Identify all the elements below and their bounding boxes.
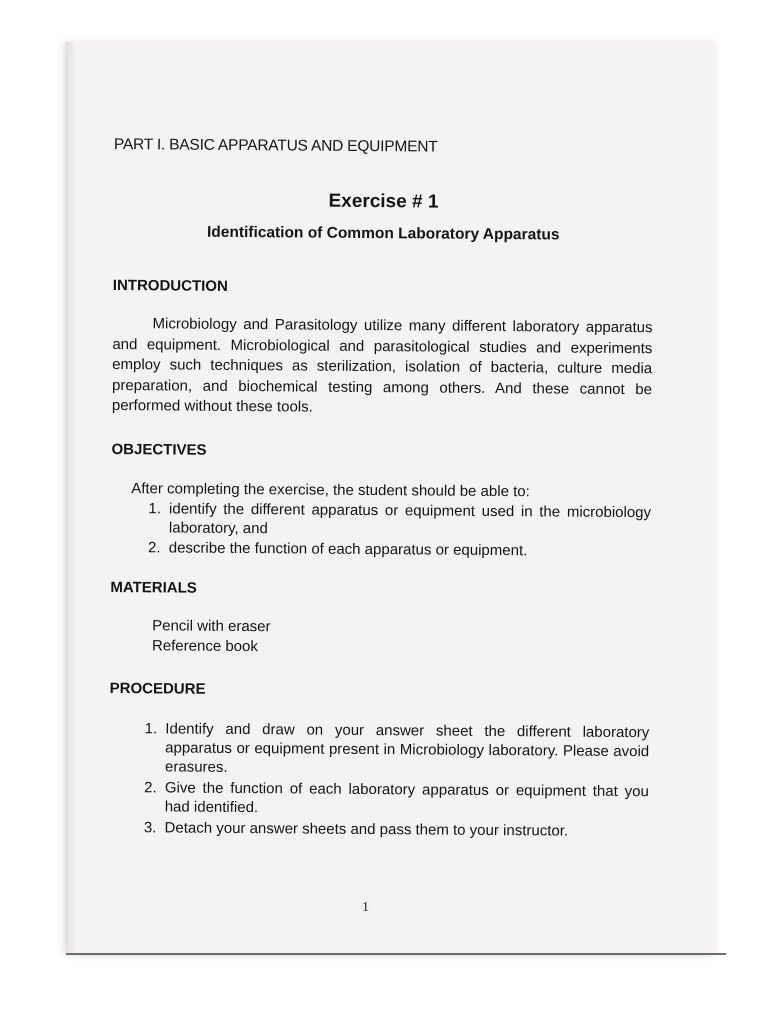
materials-heading: MATERIALS [110,578,197,597]
objectives-heading: OBJECTIVES [111,440,207,459]
page-number: 1 [362,900,369,915]
material-item: Reference book [151,637,258,656]
page-bottom-edge [66,953,726,955]
procedure-list [108,719,649,841]
introduction-heading: INTRODUCTION [112,276,228,295]
objective-item: 1. identify the different apparatus or equipment used in the microbiology laboratory, and [165,499,651,542]
part-title: PART I. BASIC APPARATUS AND EQUIPMENT [113,136,438,156]
objective-item: 2. describe the function of each apparatus or equipment. [165,538,651,561]
introduction-text: Microbiology and Parasitology utilize many different laboratory apparatus and equipment. Microbiological and parasitological studies and experiments employ such techniques as sterilization, isolation of bacteria, culture media preparation, and biochemical testing among others. And these cannot be performed without these tools. [111,315,653,416]
procedure-step: 1. Identify and draw on your answer sheet the different laboratory apparatus or equipment present in Microbiology laboratory. Please avoid erasures. [161,719,649,780]
page-content [108,136,654,843]
procedure-heading: PROCEDURE [109,679,206,698]
materials-list [152,616,650,660]
document-page [66,42,716,954]
exercise-title: Exercise # 1 [328,190,439,213]
procedure-step: 2. Give the function of each laboratory apparatus or equipment that you had identified. [161,778,649,820]
objectives-lead: After completing the exercise, the student should be able to: [131,479,530,500]
material-item: Pencil with eraser [152,617,271,636]
procedure-step: 3. Detach your answer sheets and pass them to your instructor. [160,818,648,841]
objectives-list [111,498,651,561]
exercise-subtitle: Identification of Common Laboratory Apparatus [206,223,560,244]
